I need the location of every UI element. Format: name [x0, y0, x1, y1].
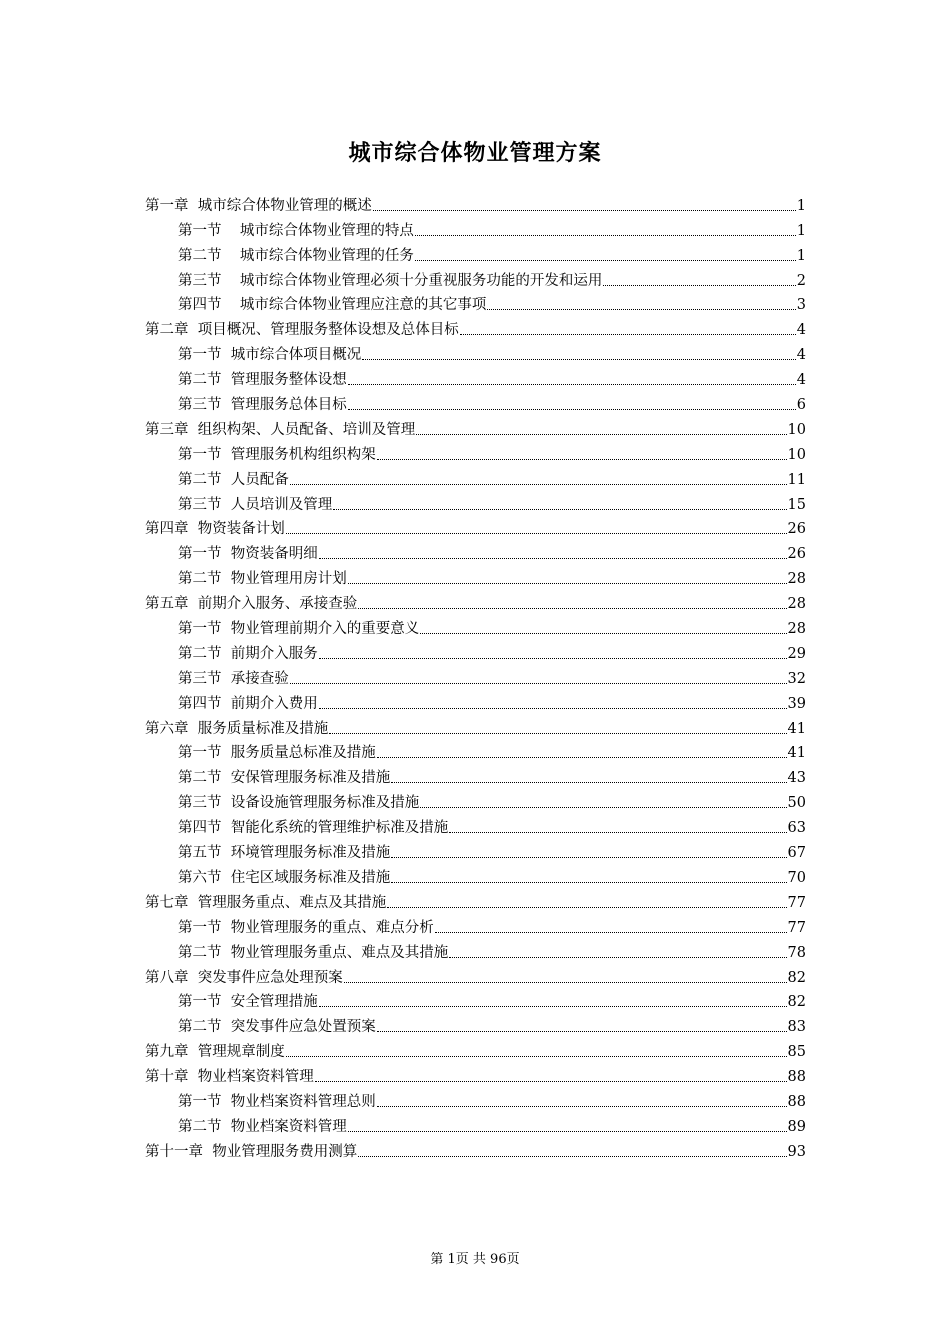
- toc-entry-title: 第二章 项目概况、管理服务整体设想及总体目标: [145, 322, 459, 339]
- toc-page-number: 83: [787, 1019, 806, 1036]
- toc-dot-leader: [319, 558, 787, 559]
- toc-dot-leader: [373, 210, 796, 211]
- toc-section-entry[interactable]: [145, 364, 806, 389]
- toc-page-number: 82: [787, 969, 806, 986]
- toc-entry-title: 第二节 管理服务整体设想: [178, 372, 347, 389]
- toc-page-number: 29: [787, 645, 806, 662]
- toc-entry-title: 第三章 组织构架、人员配备、培训及管理: [145, 421, 416, 438]
- toc-entry-title: 第一章 城市综合体物业管理的概述: [145, 197, 372, 214]
- toc-entry-title: 第三节 管理服务总体目标: [178, 397, 347, 414]
- toc-page-number: 28: [787, 571, 806, 588]
- toc-page-number: 28: [787, 621, 806, 638]
- toc-page-number: 4: [796, 372, 806, 389]
- toc-entry-title: 第三节 城市综合体物业管理必须十分重视服务功能的开发和运用: [178, 272, 603, 289]
- toc-entry-title: 第一节 城市综合体物业管理的特点: [178, 222, 414, 239]
- toc-entry-title: 第二节 安保管理服务标准及措施: [178, 770, 391, 787]
- toc-page-number: 11: [787, 471, 806, 488]
- toc-entry-title: 第三节 设备设施管理服务标准及措施: [178, 795, 420, 812]
- toc-dot-leader: [358, 1156, 786, 1157]
- toc-entry-title: 第四节 智能化系统的管理维护标准及措施: [178, 820, 449, 837]
- toc-section-entry[interactable]: [145, 837, 806, 862]
- toc-dot-leader: [290, 683, 787, 684]
- toc-dot-leader: [391, 782, 786, 783]
- toc-section-entry[interactable]: [145, 1011, 806, 1036]
- toc-dot-leader: [449, 957, 786, 958]
- toc-chapter-entry[interactable]: [145, 514, 806, 539]
- toc-entry-title: 第九章 管理规章制度: [145, 1044, 285, 1061]
- toc-chapter-entry[interactable]: [145, 1061, 806, 1086]
- toc-dot-leader: [420, 633, 786, 634]
- toc-section-entry[interactable]: [145, 563, 806, 588]
- toc-page-number: 77: [787, 919, 806, 936]
- toc-entry-title: 第四节 前期介入费用: [178, 695, 318, 712]
- toc-dot-leader: [391, 857, 786, 858]
- toc-entry-title: 第二节 物业管理服务重点、难点及其措施: [178, 944, 449, 961]
- toc-entry-title: 第一节 安全管理措施: [178, 994, 318, 1011]
- toc-section-entry[interactable]: [145, 538, 806, 563]
- toc-section-entry[interactable]: [145, 1111, 806, 1136]
- toc-dot-leader: [487, 309, 795, 310]
- toc-chapter-entry[interactable]: [145, 713, 806, 738]
- toc-entry-title: 第三节 承接查验: [178, 670, 289, 687]
- toc-dot-leader: [377, 459, 787, 460]
- toc-dot-leader: [391, 882, 786, 883]
- toc-section-entry[interactable]: [145, 464, 806, 489]
- toc-entry-title: 第一节 城市综合体项目概况: [178, 347, 362, 364]
- toc-entry-title: 第五章 前期介入服务、承接查验: [145, 596, 358, 613]
- toc-dot-leader: [319, 708, 787, 709]
- toc-entry-title: 第一节 服务质量总标准及措施: [178, 745, 376, 762]
- toc-entry-title: 第二节 城市综合体物业管理的任务: [178, 247, 414, 264]
- toc-dot-leader: [460, 334, 796, 335]
- toc-chapter-entry[interactable]: [145, 1136, 806, 1161]
- toc-page-number: 26: [787, 521, 806, 538]
- toc-page-number: 85: [787, 1044, 806, 1061]
- toc-section-entry[interactable]: [145, 638, 806, 663]
- toc-dot-leader: [449, 832, 786, 833]
- toc-section-entry[interactable]: [145, 987, 806, 1012]
- toc-section-entry[interactable]: [145, 937, 806, 962]
- toc-dot-leader: [415, 235, 796, 236]
- toc-dot-leader: [344, 982, 787, 983]
- toc-entry-title: 第六节 住宅区域服务标准及措施: [178, 869, 391, 886]
- toc-section-entry[interactable]: [145, 215, 806, 240]
- toc-page-number: 88: [787, 1069, 806, 1086]
- toc-dot-leader: [290, 484, 787, 485]
- toc-page-number: 32: [787, 670, 806, 687]
- toc-dot-leader: [286, 533, 787, 534]
- toc-dot-leader: [348, 384, 796, 385]
- toc-page-number: 10: [787, 446, 806, 463]
- toc-dot-leader: [286, 1056, 787, 1057]
- toc-chapter-entry[interactable]: [145, 190, 806, 215]
- toc-page-number: 1: [796, 222, 806, 239]
- toc-chapter-entry[interactable]: [145, 414, 806, 439]
- toc-section-entry[interactable]: [145, 738, 806, 763]
- toc-entry-title: 第一节 物业管理服务的重点、难点分析: [178, 919, 434, 936]
- toc-section-entry[interactable]: [145, 812, 806, 837]
- toc-section-entry[interactable]: [145, 663, 806, 688]
- toc-entry-title: 第五节 环境管理服务标准及措施: [178, 845, 391, 862]
- toc-page-number: 77: [787, 894, 806, 911]
- toc-entry-title: 第十章 物业档案资料管理: [145, 1069, 314, 1086]
- toc-entry-title: 第二节 物业档案资料管理: [178, 1118, 347, 1135]
- document-title: 城市综合体物业管理方案: [348, 141, 602, 166]
- toc-page-number: 82: [787, 994, 806, 1011]
- toc-page-number: 2: [796, 272, 806, 289]
- toc-section-entry[interactable]: [145, 762, 806, 787]
- toc-chapter-entry[interactable]: [145, 588, 806, 613]
- toc-section-entry[interactable]: [145, 1086, 806, 1111]
- toc-section-entry[interactable]: [145, 862, 806, 887]
- toc-entry-title: 第四节 城市综合体物业管理应注意的其它事项: [178, 297, 487, 314]
- toc-dot-leader: [435, 932, 787, 933]
- toc-entry-title: 第二节 物业管理用房计划: [178, 571, 347, 588]
- toc-chapter-entry[interactable]: [145, 962, 806, 987]
- toc-page-number: 15: [787, 496, 806, 513]
- toc-dot-leader: [416, 434, 786, 435]
- toc-entry-title: 第七章 管理服务重点、难点及其措施: [145, 894, 387, 911]
- toc-chapter-entry[interactable]: [145, 1036, 806, 1061]
- toc-entry-title: 第六章 服务质量标准及措施: [145, 720, 329, 737]
- toc-section-entry[interactable]: [145, 240, 806, 265]
- toc-dot-leader: [377, 1106, 787, 1107]
- toc-page-number: 4: [796, 347, 806, 364]
- toc-section-entry[interactable]: [145, 688, 806, 713]
- toc-chapter-entry[interactable]: [145, 314, 806, 339]
- toc-dot-leader: [603, 285, 795, 286]
- toc-dot-leader: [348, 409, 796, 410]
- toc-dot-leader: [329, 733, 786, 734]
- toc-dot-leader: [387, 907, 786, 908]
- toc-page-number: 63: [787, 820, 806, 837]
- toc-section-entry[interactable]: [145, 613, 806, 638]
- toc-entry-title: 第二节 人员配备: [178, 471, 289, 488]
- toc-entry-title: 第一节 物资装备明细: [178, 546, 318, 563]
- toc-page-number: 89: [787, 1118, 806, 1135]
- toc-page-number: 93: [787, 1143, 806, 1160]
- toc-page-number: 67: [787, 845, 806, 862]
- toc-dot-leader: [358, 608, 786, 609]
- toc-entry-title: 第二节 突发事件应急处置预案: [178, 1019, 376, 1036]
- toc-page-number: 28: [787, 596, 806, 613]
- toc-section-entry[interactable]: [145, 912, 806, 937]
- toc-dot-leader: [362, 359, 796, 360]
- toc-entry-title: 第二节 前期介入服务: [178, 645, 318, 662]
- toc-page-number: 78: [787, 944, 806, 961]
- toc-page-number: 41: [787, 745, 806, 762]
- toc-section-entry[interactable]: [145, 489, 806, 514]
- toc-dot-leader: [333, 509, 786, 510]
- toc-entry-title: 第一节 管理服务机构组织构架: [178, 446, 376, 463]
- toc-page-number: 70: [787, 869, 806, 886]
- toc-section-entry[interactable]: [145, 439, 806, 464]
- toc-dot-leader: [348, 1131, 787, 1132]
- toc-page-number: 41: [787, 720, 806, 737]
- toc-page-number: 4: [796, 322, 806, 339]
- toc-dot-leader: [377, 1031, 787, 1032]
- toc-entry-title: 第四章 物资装备计划: [145, 521, 285, 538]
- toc-dot-leader: [319, 658, 787, 659]
- toc-page-number: 39: [787, 695, 806, 712]
- toc-page-number: 43: [787, 770, 806, 787]
- toc-entry-title: 第十一章 物业管理服务费用测算: [145, 1143, 358, 1160]
- toc-section-entry[interactable]: [145, 265, 806, 290]
- toc-dot-leader: [415, 260, 796, 261]
- toc-page-number: 6: [796, 397, 806, 414]
- toc-dot-leader: [348, 583, 787, 584]
- toc-page-number: 3: [796, 297, 806, 314]
- toc-page-number: 1: [796, 197, 806, 214]
- toc-dot-leader: [319, 1006, 787, 1007]
- page-footer: 第 1页 共 96页: [430, 1252, 520, 1267]
- toc-page-number: 10: [787, 421, 806, 438]
- toc-page-number: 50: [787, 795, 806, 812]
- toc-section-entry[interactable]: [145, 290, 806, 315]
- toc-entry-title: 第八章 突发事件应急处理预案: [145, 969, 343, 986]
- toc-dot-leader: [377, 757, 787, 758]
- toc-dot-leader: [420, 807, 786, 808]
- toc-page-number: 88: [787, 1093, 806, 1110]
- toc-section-entry[interactable]: [145, 787, 806, 812]
- toc-entry-title: 第一节 物业档案资料管理总则: [178, 1093, 376, 1110]
- toc-entry-title: 第一节 物业管理前期介入的重要意义: [178, 621, 420, 638]
- toc-section-entry[interactable]: [145, 389, 806, 414]
- toc-chapter-entry[interactable]: [145, 887, 806, 912]
- toc-page-number: 26: [787, 546, 806, 563]
- table-of-contents: [145, 190, 806, 1161]
- toc-section-entry[interactable]: [145, 339, 806, 364]
- toc-dot-leader: [315, 1081, 787, 1082]
- toc-entry-title: 第三节 人员培训及管理: [178, 496, 333, 513]
- toc-page-number: 1: [796, 247, 806, 264]
